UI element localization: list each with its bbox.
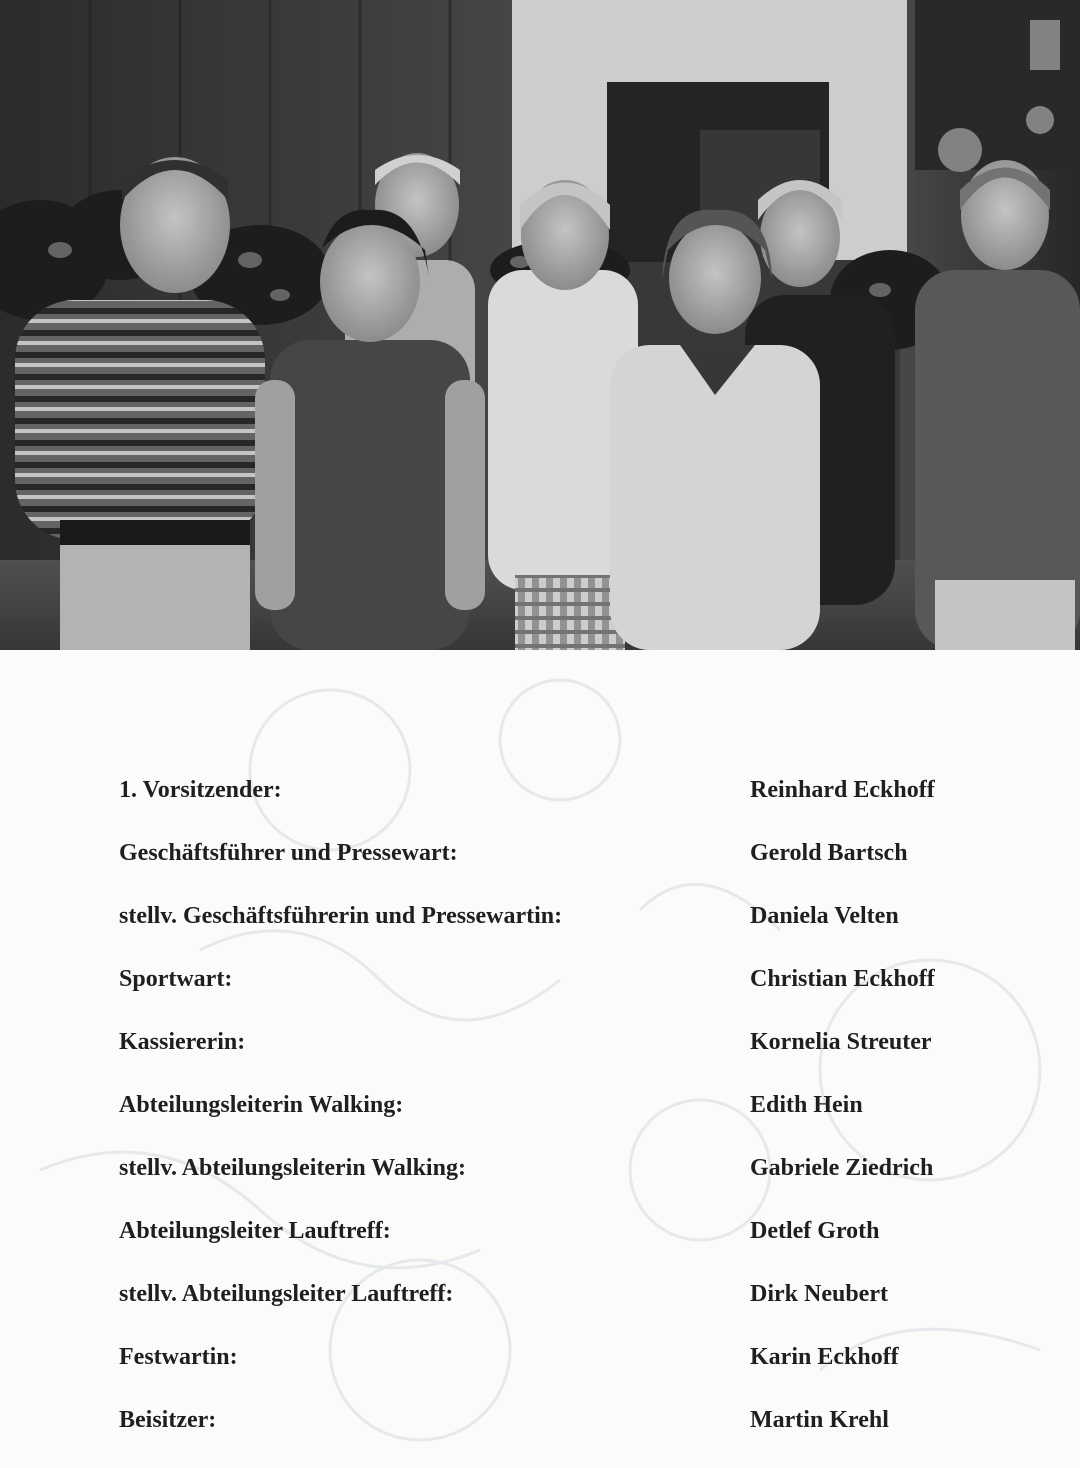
board-row <box>0 1342 1080 1405</box>
board-role: Beisitzer: <box>119 1407 217 1433</box>
board-member-name: Gerold Bartsch <box>750 840 908 866</box>
group-photo-icon <box>0 0 1080 650</box>
board-role: Geschäftsführer und Pressewart: <box>119 840 458 866</box>
group-photo <box>0 0 1080 650</box>
board-role: stellv. Geschäftsführerin und Pressewartin: <box>119 903 563 929</box>
board-member-name: Martin Krehl <box>750 1407 889 1433</box>
board-role: Abteilungsleiterin Walking: <box>119 1092 404 1118</box>
board-row <box>0 838 1080 901</box>
board-member-name: Kornelia Streuter <box>750 1029 932 1055</box>
board-role: Festwartin: <box>119 1344 238 1370</box>
board-member-name: Dirk Neubert <box>750 1281 888 1307</box>
board-row <box>0 1027 1080 1090</box>
board-member-name: Christian Eckhoff <box>750 966 935 992</box>
board-member-name: Gabriele Ziedrich <box>750 1155 934 1181</box>
board-role: stellv. Abteilungsleiterin Walking: <box>119 1155 466 1181</box>
board-row <box>0 1279 1080 1342</box>
board-row <box>0 1153 1080 1216</box>
board-role: stellv. Abteilungsleiter Lauftreff: <box>119 1281 454 1307</box>
board-row <box>0 775 1080 838</box>
board-role: 1. Vorsitzender: <box>119 777 282 803</box>
board-member-name: Daniela Velten <box>750 903 899 929</box>
board-row <box>0 964 1080 1027</box>
board-row <box>0 1090 1080 1153</box>
board-member-name: Detlef Groth <box>750 1218 880 1244</box>
board-member-name: Edith Hein <box>750 1092 863 1118</box>
board-row <box>0 901 1080 964</box>
board-member-name: Reinhard Eckhoff <box>750 777 935 803</box>
board-row <box>0 1405 1080 1468</box>
board-role: Sportwart: <box>119 966 233 992</box>
board-member-name: Karin Eckhoff <box>750 1344 899 1370</box>
board-role: Abteilungsleiter Lauftreff: <box>119 1218 391 1244</box>
board-members-list <box>0 775 1080 1468</box>
board-role: Kassiererin: <box>119 1029 246 1055</box>
board-row <box>0 1216 1080 1279</box>
